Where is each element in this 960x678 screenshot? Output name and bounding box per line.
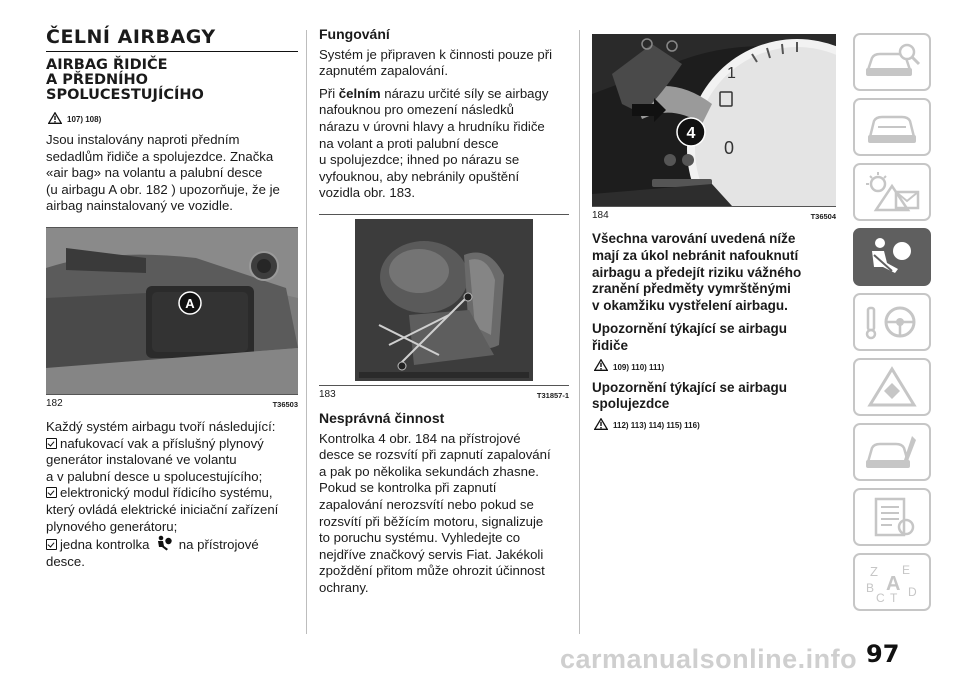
- text-line: na přístrojové: [178, 537, 259, 553]
- column-middle: [319, 26, 569, 602]
- text-line: vozidla obr. 183.: [319, 185, 416, 201]
- text-line: elektronický modul řídicího systému,: [60, 485, 273, 501]
- warning-reference-numbers: 109) 110) 111): [613, 362, 665, 372]
- text-line: Kontrolka 4 obr. 184 na přístrojové: [319, 430, 521, 446]
- warning-triangle-icon: [48, 112, 62, 124]
- maintenance-icon: [862, 430, 922, 474]
- text-line: ochrany.: [319, 579, 369, 595]
- checkbox-bullet-icon: [46, 438, 57, 449]
- text-line: který ovládá elektrické iniciační zařízení: [46, 501, 279, 517]
- text-line: vyfouknou, aby nebránily opuštění: [319, 168, 520, 184]
- chapter-tab-safety[interactable]: [853, 228, 931, 286]
- subsection-title-line: SPOLUCESTUJÍCÍHO: [46, 87, 204, 103]
- warning-reference: [594, 359, 836, 372]
- column-divider: [579, 30, 580, 634]
- list-item: [46, 485, 298, 535]
- text-line: u spolujezdce; ihned po nárazu se: [319, 152, 520, 168]
- index-letter: A: [886, 573, 901, 595]
- subsection-title-line: AIRBAG ŘIDIČE: [46, 57, 168, 73]
- text-line: řidiče: [592, 337, 629, 353]
- gauge-digit: 0: [724, 138, 735, 158]
- checkbox-bullet-icon: [46, 539, 57, 550]
- chapter-tab-maintenance[interactable]: [853, 423, 931, 481]
- text-line: zranění předměty vymrštěnými: [592, 281, 791, 297]
- index-letter: C: [876, 591, 885, 604]
- chapter-tab-warning-lights[interactable]: [853, 163, 931, 221]
- chapter-tab-emergency[interactable]: [853, 358, 931, 416]
- figure-number: 182: [46, 397, 63, 409]
- text-line: v okamžiku vystřelení airbagu.: [592, 298, 788, 314]
- text-line: zpoždění přitom může ohrozit účinnost: [319, 563, 545, 579]
- text-line: Všechna varování uvedená níže: [592, 231, 796, 246]
- text-line: sedadlům řidiče a spolujezdce. Značka: [46, 148, 274, 164]
- text-line: generátor instalované ve volantu: [46, 452, 237, 468]
- warning-triangle-icon: [594, 359, 608, 371]
- index-letter: B: [866, 581, 875, 595]
- text-line: nafukovací vak a příslušný plynový: [60, 435, 264, 451]
- figure-caption: [319, 389, 569, 400]
- figure-caption: [46, 398, 298, 409]
- text-line: desce.: [46, 553, 85, 569]
- chapter-tab-starting-driving[interactable]: [853, 293, 931, 351]
- warning-lights-icon: [862, 170, 922, 214]
- chapter-tab-index[interactable]: [853, 553, 931, 611]
- text-line: mají za úkol nebránit nafouknutí: [592, 247, 799, 263]
- text-line: Systém je připraven k činnosti pouze při: [319, 46, 553, 62]
- text-line: a v palubní desce u spolucestujícího;: [46, 468, 263, 484]
- text-run: Při: [319, 85, 339, 101]
- figure-code: T36504: [810, 212, 836, 221]
- text-line: «air bag» na volantu a palubní desce: [46, 165, 263, 181]
- column-right: [592, 34, 836, 438]
- figure-caption: [592, 210, 836, 221]
- text-line: Jsou instalovány naproti předním: [46, 132, 240, 147]
- text-line: zapalování nerozsvítí nebo pokud se: [319, 496, 534, 512]
- warning-reference-numbers: 107) 108): [67, 115, 102, 124]
- malfunction-paragraph: [319, 431, 569, 597]
- watermark: carmanualsonline.info: [560, 644, 858, 674]
- text-line: zapnutém zapalování.: [319, 63, 449, 79]
- car-search-icon: [862, 40, 922, 84]
- index-letter: D: [908, 585, 917, 599]
- text-line: na volant a proti palubní desce: [319, 135, 499, 151]
- index-letter: T: [890, 591, 898, 604]
- figure-code: T36503: [272, 399, 298, 409]
- chapter-sidebar: [853, 33, 931, 618]
- text-line: (u airbagu A obr. 182 ) upozorňuje, že je: [46, 181, 280, 197]
- heading-malfunction: Nesprávná činnost: [319, 409, 445, 426]
- figure-184-instrument-cluster: [592, 34, 836, 207]
- text-line: Pokud se kontrolka při zapnutí: [319, 480, 497, 496]
- figure-callout-A: A: [185, 295, 195, 311]
- figure-number: 183: [319, 388, 336, 400]
- index-letter: E: [902, 563, 911, 577]
- text-line: rozsvítí při běžícím motoru, signalizuje: [319, 513, 544, 529]
- text-run: nárazu určité síly se airbagy: [384, 85, 549, 101]
- warning-reference: [48, 111, 298, 124]
- system-intro: Každý systém airbagu tvoří následující:: [46, 418, 276, 434]
- chapter-tab-knowing-vehicle[interactable]: [853, 33, 931, 91]
- text-run-bold: čelním: [338, 85, 381, 101]
- heading-fungovani: Fungování: [319, 26, 390, 42]
- text-line: Upozornění týkající se airbagu: [592, 320, 788, 336]
- general-warning-heading: [592, 231, 836, 315]
- technical-data-icon: [862, 495, 922, 539]
- starting-driving-icon: [862, 300, 922, 344]
- figure-182-dashboard-photo: [46, 227, 298, 395]
- index-icon: [862, 560, 922, 604]
- car-dashboard-icon: [862, 105, 922, 149]
- warning-triangle-icon: [594, 418, 608, 430]
- text-line: Upozornění týkající se airbagu: [592, 379, 788, 395]
- airbag-warning-light-icon: [155, 535, 173, 551]
- section-title: ČELNÍ AIRBAGY: [46, 26, 298, 52]
- text-line: nafouknou pro omezení následků: [319, 102, 515, 118]
- page-number: 97: [866, 640, 900, 668]
- dashboard-airbag-illustration: [46, 228, 298, 394]
- text-line: airbagu a předejít riziku vážného: [592, 264, 802, 280]
- index-letter: Z: [870, 564, 878, 579]
- column-divider: [306, 30, 307, 634]
- passenger-airbag-warning-heading: [592, 380, 836, 414]
- subsection-title: [46, 58, 298, 103]
- column-left: [46, 26, 298, 576]
- driver-airbag-warning-heading: [592, 321, 836, 355]
- list-item: [46, 436, 298, 486]
- gauge-digit: 1: [727, 65, 736, 82]
- text-line: desce se rozsvítí při zapnutí zapalování: [319, 447, 551, 463]
- text-line: nejdříve značkový servis Fiat. Jakékoli: [319, 546, 544, 562]
- figure-183-airbag-seat: [319, 214, 569, 386]
- operation-paragraph: [319, 47, 569, 80]
- figure-code: T31857-1: [536, 390, 569, 400]
- figure-callout-4: 4: [686, 125, 696, 142]
- checkbox-bullet-icon: [46, 487, 57, 498]
- text-line: spolujezdce: [592, 396, 670, 412]
- text-line: airbag nainstalovaný ve vozidle.: [46, 198, 233, 214]
- text-line: a pak po několika sekundách zhasne.: [319, 463, 539, 479]
- instrument-cluster-illustration: [592, 34, 836, 206]
- intro-paragraph: [46, 132, 298, 215]
- frontal-impact-paragraph: [319, 86, 569, 202]
- list-item: [46, 535, 298, 570]
- seat-airbag-illustration: [319, 215, 569, 385]
- safety-airbag-icon: [862, 235, 922, 279]
- emergency-icon: [862, 365, 922, 409]
- figure-number: 184: [592, 210, 609, 221]
- warning-reference: [594, 417, 836, 430]
- chapter-tab-technical-data[interactable]: [853, 488, 931, 546]
- subsection-title-line: A PŘEDNÍHO: [46, 72, 148, 88]
- chapter-tab-dashboard[interactable]: [853, 98, 931, 156]
- warning-reference-numbers: 112) 113) 114) 115) 116): [613, 421, 700, 431]
- text-line: nárazu v úrovni hlavy a hrudníku řidiče: [319, 118, 545, 134]
- text-line: to poruchu systému. Vyhledejte co: [319, 530, 521, 546]
- text-line: jedna kontrolka: [60, 537, 150, 553]
- text-line: plynového generátoru;: [46, 518, 178, 534]
